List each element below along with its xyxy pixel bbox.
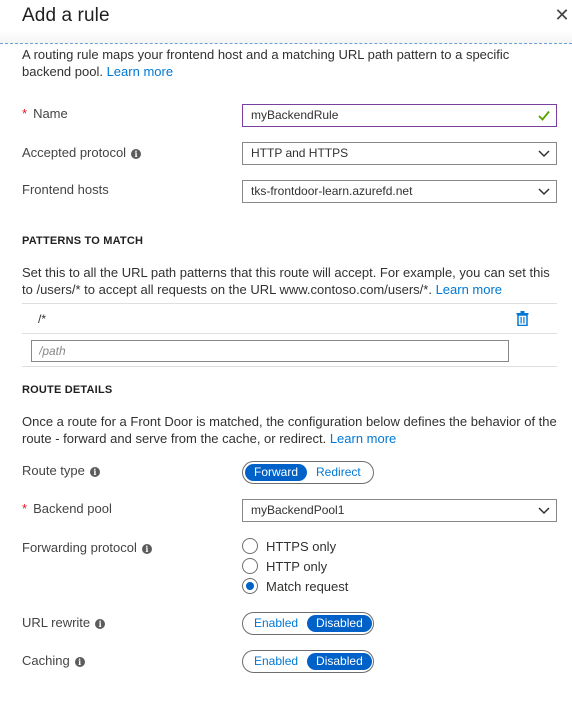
- patterns-desc: Set this to all the URL path patterns that this route will accept. For example, you can set this to /users/* to accept all requests on the URL www.contoso.com/users/*. Learn more: [22, 265, 550, 297]
- route-details-heading: ROUTE DETAILS: [22, 384, 113, 396]
- accepted-protocol-select[interactable]: HTTP and HTTPS: [242, 142, 557, 165]
- learn-more-link[interactable]: Learn more: [106, 64, 174, 79]
- radio-circle: [242, 558, 258, 574]
- divider: [22, 366, 557, 367]
- divider: [22, 303, 557, 304]
- chevron-down-icon: [538, 185, 550, 197]
- radio-circle: [242, 538, 258, 554]
- chevron-down-icon: [538, 504, 550, 516]
- accepted-protocol-label: Accepted protocol i: [22, 145, 141, 160]
- radio-http-only[interactable]: HTTP only: [242, 558, 327, 574]
- info-icon[interactable]: i: [75, 657, 85, 667]
- enabled-option[interactable]: Enabled: [254, 654, 299, 668]
- frontend-hosts-label: Frontend hosts: [22, 182, 109, 197]
- forwarding-protocol-label: Forwarding protocol i: [22, 540, 152, 555]
- info-icon[interactable]: i: [90, 467, 100, 477]
- enabled-option[interactable]: Enabled: [254, 616, 299, 630]
- page-title: Add a rule: [22, 5, 110, 26]
- caching-label: Caching i: [22, 653, 85, 668]
- required-asterisk: *: [22, 501, 28, 516]
- header-divider: [0, 43, 572, 44]
- redirect-option[interactable]: Redirect: [316, 465, 361, 479]
- blade-header: [0, 0, 572, 43]
- new-path-input[interactable]: [31, 340, 509, 362]
- radio-match-request[interactable]: Match request: [242, 578, 348, 594]
- chevron-down-icon: [538, 147, 550, 159]
- intro-text: A routing rule maps your frontend host and a matching URL path pattern to a specific backend pool. Learn more: [22, 47, 510, 79]
- name-input[interactable]: myBackendRule: [242, 104, 557, 127]
- backend-pool-label: * Backend pool: [22, 501, 112, 516]
- disabled-option[interactable]: Disabled: [307, 615, 372, 632]
- backend-pool-select[interactable]: myBackendPool1: [242, 499, 557, 522]
- path-pattern-item: /*: [38, 312, 47, 326]
- info-icon[interactable]: i: [95, 619, 105, 629]
- caching-toggle[interactable]: [242, 650, 374, 673]
- url-rewrite-toggle[interactable]: [242, 612, 374, 635]
- route-type-toggle[interactable]: [242, 461, 374, 484]
- name-label: * Name: [22, 106, 68, 121]
- frontend-hosts-select[interactable]: tks-frontdoor-learn.azurefd.net: [242, 180, 557, 203]
- close-icon[interactable]: ✕: [554, 5, 570, 25]
- checkmark-icon: [538, 110, 550, 121]
- route-details-desc: Once a route for a Front Door is matched, the configuration below defines the behavior of the route - forward and serve from the cache, or redirect. Learn more: [22, 414, 557, 446]
- learn-more-link[interactable]: Learn more: [329, 431, 397, 446]
- required-asterisk: *: [22, 106, 28, 121]
- radio-https-only[interactable]: HTTPS only: [242, 538, 336, 554]
- info-icon[interactable]: i: [142, 544, 152, 554]
- disabled-option[interactable]: Disabled: [307, 653, 372, 670]
- patterns-heading: PATTERNS TO MATCH: [22, 235, 144, 247]
- url-rewrite-label: URL rewrite i: [22, 615, 105, 630]
- info-icon[interactable]: i: [131, 149, 141, 159]
- divider: [22, 333, 557, 334]
- learn-more-link[interactable]: Learn more: [435, 282, 503, 297]
- route-type-label: Route type i: [22, 463, 100, 478]
- radio-circle-selected: [242, 578, 258, 594]
- forward-option[interactable]: Forward: [245, 464, 307, 481]
- trash-icon[interactable]: [516, 311, 529, 326]
